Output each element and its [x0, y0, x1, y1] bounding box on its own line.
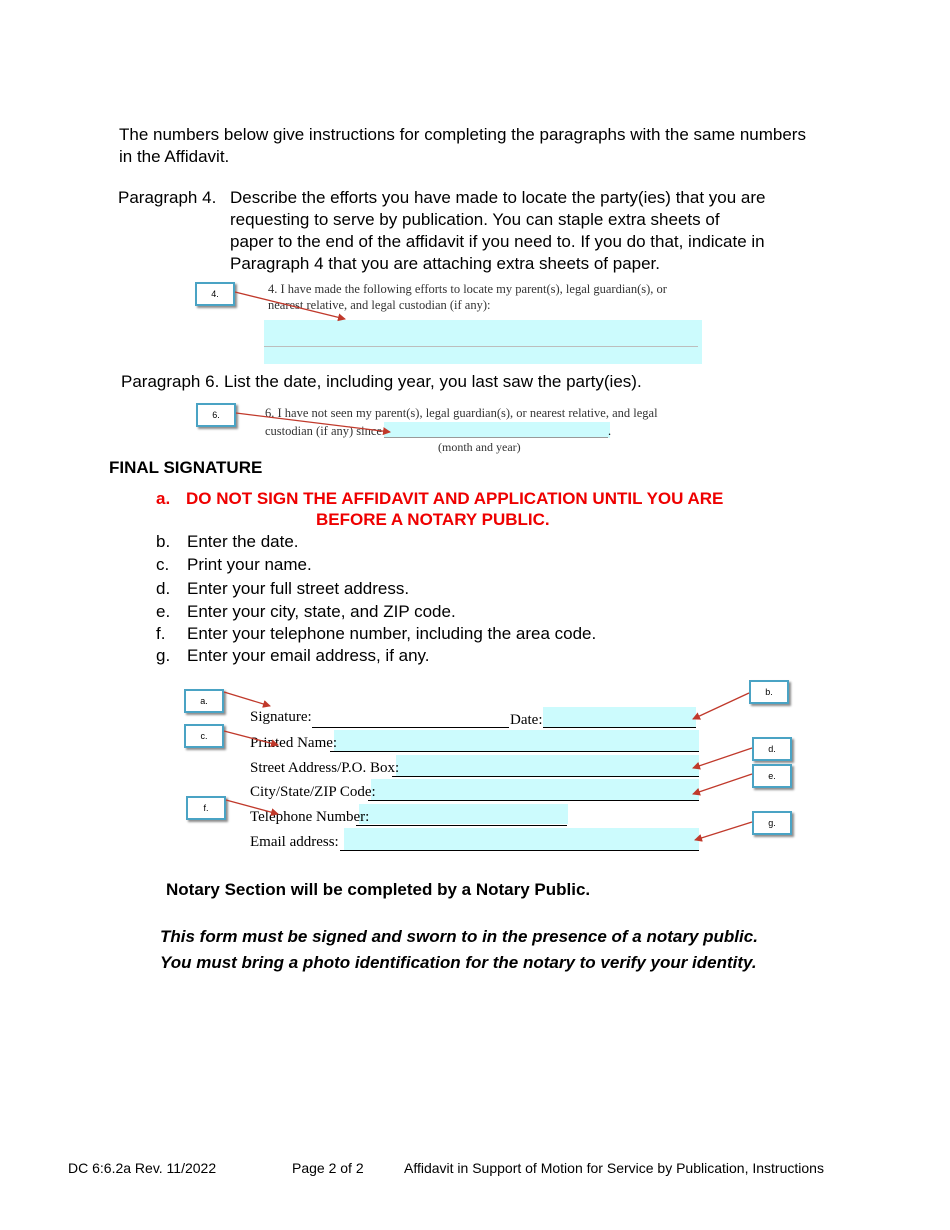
para6-text: Paragraph 6. List the date, including year, you last saw the party(ies).	[121, 372, 642, 391]
para6-hint: (month and year)	[438, 440, 521, 454]
telephone-line	[356, 825, 567, 826]
list-letter: d.	[156, 579, 171, 598]
date-field[interactable]	[543, 707, 696, 727]
city-field[interactable]	[371, 779, 699, 800]
para4-excerpt-line-2: nearest relative, and legal custodian (if any):	[268, 298, 491, 312]
callout-6: 6.	[196, 403, 236, 427]
telephone-field[interactable]	[359, 804, 568, 824]
footer-title: Affidavit in Support of Motion for Service by Publication, Instructions	[404, 1160, 824, 1176]
signature-line[interactable]	[312, 727, 509, 728]
printed-name-line	[330, 751, 699, 752]
item-a-line-2: BEFORE A NOTARY PUBLIC.	[316, 510, 550, 529]
list-letter: f.	[156, 624, 166, 643]
intro-text: The numbers below give instructions for completing the paragraphs with the same numbers in the Affidavit.	[119, 125, 806, 166]
para4-answer-line	[264, 346, 698, 347]
para6-date-line	[384, 437, 608, 438]
callout-a: a.	[184, 689, 224, 713]
closing-line-2: You must bring a photo identification for the notary to verify your identity.	[160, 953, 757, 972]
para4-line-1: Describe the efforts you have made to locate the party(ies) that you are	[230, 188, 766, 207]
para4-line-4: Paragraph 4 that you are attaching extra sheets of paper.	[230, 254, 661, 273]
para4-answer-field[interactable]	[264, 320, 702, 364]
arrow-g	[695, 822, 752, 840]
list-letter: c.	[156, 555, 170, 574]
printed-name-label: Printed Name:	[250, 735, 338, 751]
city-label: City/State/ZIP Code:	[250, 784, 376, 800]
street-line	[392, 776, 699, 777]
item-a-line-1: DO NOT SIGN THE AFFIDAVIT AND APPLICATION UNTIL YOU ARE	[186, 489, 724, 508]
para6-date-field[interactable]	[384, 422, 610, 438]
para6-excerpt-line-1: 6. I have not seen my parent(s), legal guardian(s), or nearest relative, and legal	[265, 406, 658, 420]
para4-excerpt-line-1: 4. I have made the following efforts to locate my parent(s), legal guardian(s), or	[268, 282, 667, 296]
list-text: Enter your city, state, and ZIP code.	[187, 602, 456, 621]
list-text: Print your name.	[187, 555, 312, 574]
list-letter: g.	[156, 646, 171, 665]
para4-lead: Paragraph 4.	[118, 188, 217, 207]
printed-name-field[interactable]	[334, 730, 699, 751]
callout-e: e.	[752, 764, 792, 788]
item-a-letter: a.	[156, 489, 171, 508]
arrow-b	[693, 693, 749, 719]
callout-g: g.	[752, 811, 792, 835]
list-text: Enter your email address, if any.	[187, 646, 430, 665]
callout-b: b.	[749, 680, 789, 704]
callout-f: f.	[186, 796, 226, 820]
signature-label: Signature:	[250, 709, 312, 725]
street-label: Street Address/P.O. Box:	[250, 760, 400, 776]
email-label: Email address:	[250, 834, 339, 850]
telephone-label: Telephone Number:	[250, 809, 370, 825]
notary-note: Notary Section will be completed by a Notary Public.	[166, 880, 591, 899]
list-letter: b.	[156, 532, 171, 551]
email-line	[340, 850, 699, 851]
list-text: Enter the date.	[187, 532, 299, 551]
arrow-e	[693, 774, 752, 794]
para4-line-2: requesting to serve by publication. You can staple extra sheets of	[230, 210, 720, 229]
closing-line-1: This form must be signed and sworn to in the presence of a notary public.	[160, 927, 758, 946]
email-field[interactable]	[344, 828, 699, 850]
footer-page-number: Page 2 of 2	[292, 1160, 364, 1176]
callout-d: d.	[752, 737, 792, 761]
list-letter: e.	[156, 602, 171, 621]
date-label: Date:	[510, 712, 543, 728]
para4-line-3: paper to the end of the affidavit if you need to. If you do that, indicate in	[230, 232, 765, 251]
footer-form-id: DC 6:6.2a Rev. 11/2022	[68, 1160, 217, 1176]
callout-4: 4.	[195, 282, 235, 306]
street-field[interactable]	[396, 755, 699, 776]
para6-excerpt-end: .	[608, 424, 612, 438]
callout-c: c.	[184, 724, 224, 748]
arrow-a	[224, 692, 270, 706]
city-line	[368, 800, 699, 801]
date-line	[543, 727, 696, 728]
para6-excerpt-line-2: custodian (if any) since	[265, 424, 382, 438]
final-signature-heading: FINAL SIGNATURE	[109, 458, 263, 477]
list-text: Enter your full street address.	[187, 579, 410, 598]
arrow-d	[693, 748, 752, 768]
list-text: Enter your telephone number, including the area code.	[187, 624, 597, 643]
